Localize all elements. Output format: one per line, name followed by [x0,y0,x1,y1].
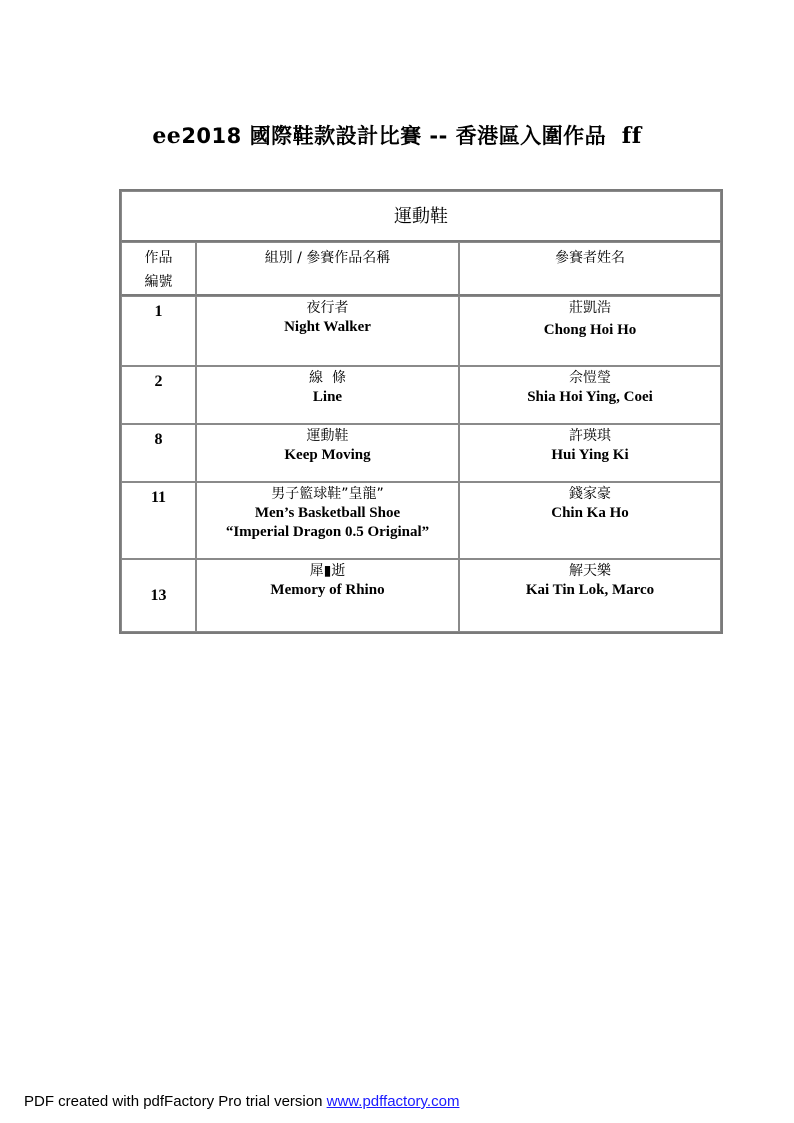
entry-number: 2 [121,366,196,424]
entry-work [196,482,459,559]
table-row [121,366,721,424]
table-row [121,424,721,482]
work-title-zh: 運動鞋 [306,428,349,444]
entrant-name-en: Kai Tin Lok, Marco [525,582,655,598]
entry-number: 13 [121,559,196,632]
category-row [121,191,721,242]
entrant-name-en: Shia Hoi Ying, Coei [527,389,653,405]
entry-number: 11 [121,482,196,559]
work-title-zh: 男子籃球鞋”皇龍” [271,486,384,502]
title-text: 2018 國際鞋款設計比賽 -- 香港區入圍作品 [181,124,607,148]
entry-work [196,366,459,424]
work-title-en: Memory of Rhino [270,582,385,598]
entry-work [196,424,459,482]
work-title-en: Line [312,389,343,405]
entrant-name-en: Hui Ying Ki [551,447,629,463]
entry-entrant [459,559,721,632]
header-number [121,242,196,296]
pdf-footer [24,1093,459,1110]
entry-number: 1 [121,296,196,366]
entry-entrant [459,366,721,424]
table-row [121,482,721,559]
header-row [121,242,721,296]
work-title-zh: 犀▮逝 [309,563,346,579]
header-work: 組別 / 參賽作品名稱 [196,242,459,296]
entry-entrant [459,424,721,482]
table-row [121,559,721,632]
header-number-line2: 編號 [144,274,173,290]
entry-entrant [459,482,721,559]
entrant-name-zh: 莊凱浩 [569,300,612,316]
entrant-name-en: Chin Ka Ho [551,505,629,521]
footer-text: PDF created with pdfFactory Pro trial version [24,1093,327,1110]
entrant-name-en: Chong Hoi Ho [543,322,637,338]
work-title-en: Keep Moving [284,447,371,463]
header-entrant: 參賽者姓名 [459,242,721,296]
title-prefix: ee [152,123,182,149]
title-suffix: ff [621,123,642,149]
category-cell: 運動鞋 [121,191,721,242]
table-row [121,296,721,366]
header-number-line1: 作品 [144,250,173,266]
entry-entrant [459,296,721,366]
finalists-table-wrapper [119,189,723,634]
footer-link[interactable]: www.pdffactory.com [326,1093,460,1110]
finalists-table [119,189,723,634]
entrant-name-zh: 許瑛琪 [569,428,612,444]
entry-work [196,296,459,366]
entry-number: 8 [121,424,196,482]
entry-work [196,559,459,632]
work-title-en-line2: “Imperial Dragon 0.5 Original” [225,524,430,540]
entrant-name-zh: 解天樂 [569,563,612,579]
page-title [0,120,794,150]
work-title-en: Men’s Basketball Shoe [254,505,401,521]
work-title-zh: 夜行者 [306,300,349,316]
entrant-name-zh: 錢家豪 [569,486,612,502]
work-title-en: Night Walker [284,319,371,335]
entrant-name-zh: 佘愷瑩 [569,370,612,386]
work-title-zh: 線 條 [309,370,346,386]
